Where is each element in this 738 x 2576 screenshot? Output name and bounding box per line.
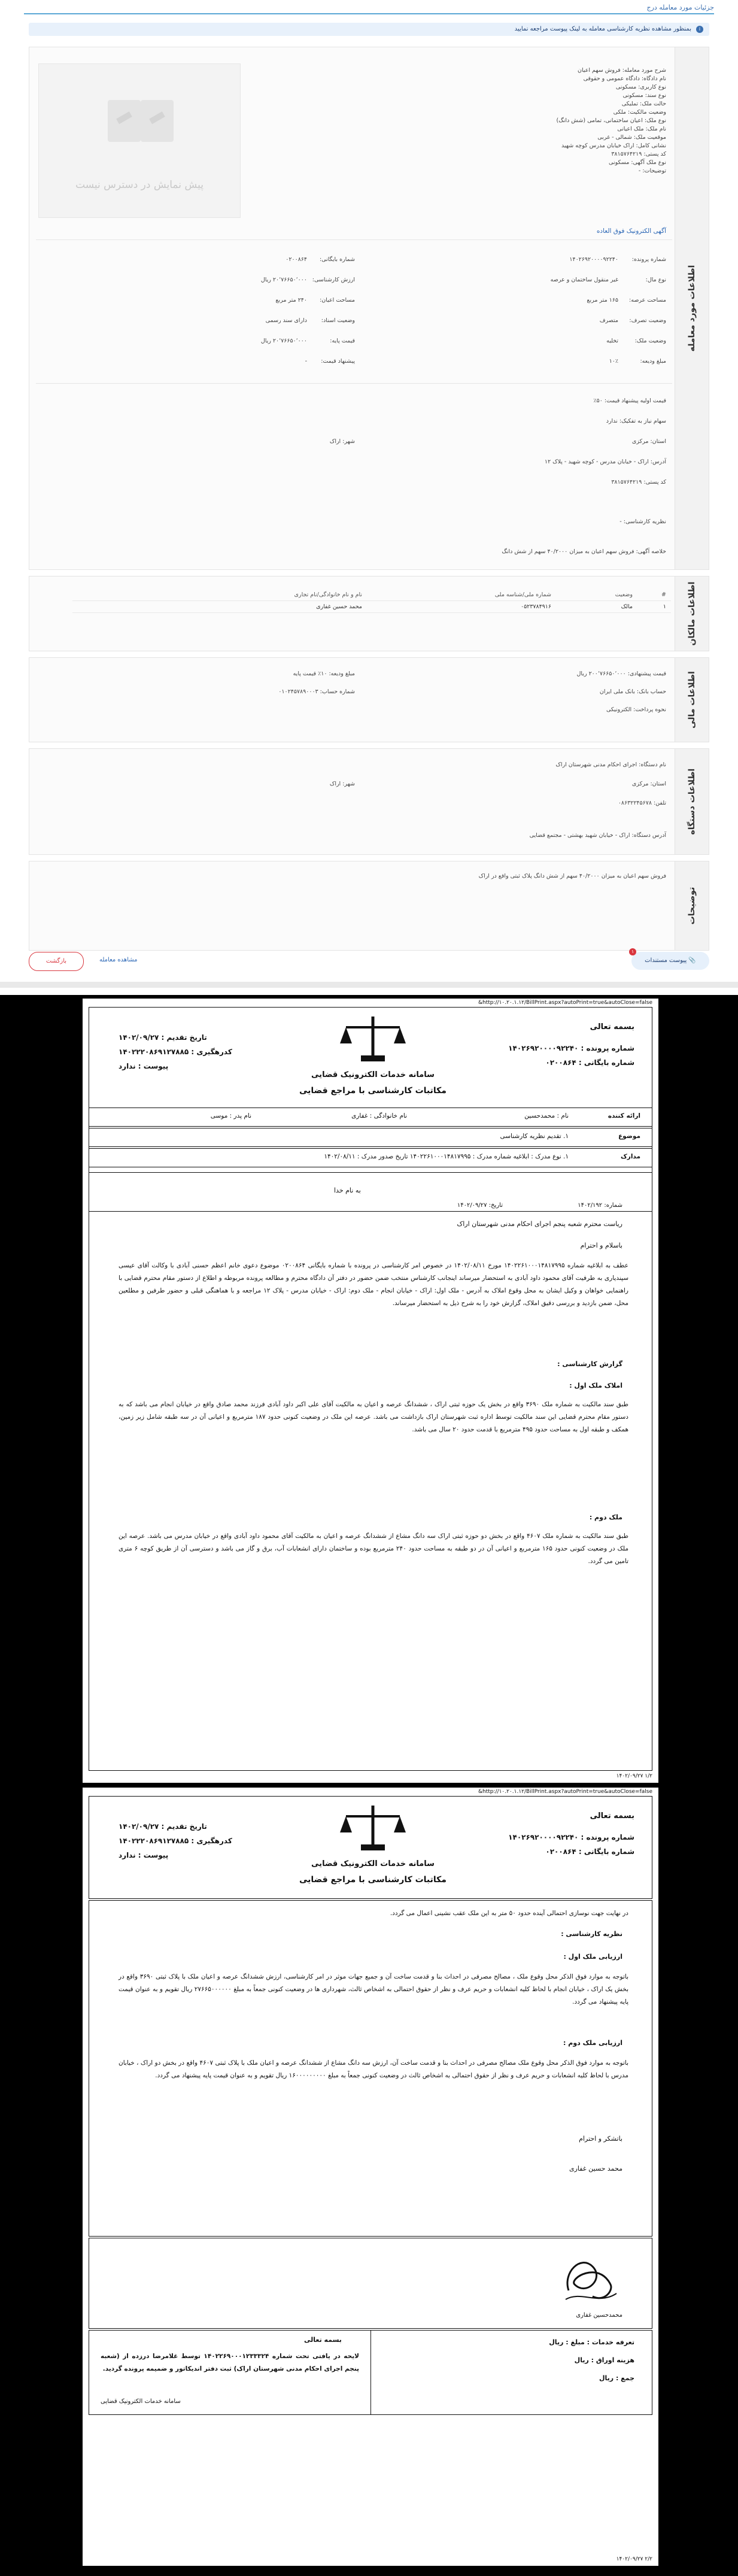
owners-col: # <box>637 589 671 601</box>
deal-field: شرح مورد معامله: فروش سهم اعیان <box>577 67 666 74</box>
finance-side-label: اطلاعات مالی <box>675 658 709 742</box>
device-field: استان: مرکزی <box>631 781 666 787</box>
grid-label: وضعیت ملک: <box>634 338 666 344</box>
handwritten-signature <box>557 2249 622 2308</box>
submit-date: تاریخ تقدیم : ۱۴۰۲/۰۹/۲۷ <box>119 1822 207 1831</box>
presenter-father: نام پدر : موسی <box>210 1112 251 1119</box>
description-text: فروش سهم اعیان به میزان ۴۰/۲۰۰۰ سهم از شش دانگ پلاک ثبتی واقع در اراک <box>478 873 666 879</box>
finance-field: شماره حساب: ۰۱۰۲۴۵۷۸۹۰۰۰۳ <box>278 688 355 695</box>
extra-field: استان: مرکزی <box>631 438 666 445</box>
device-field: نام دستگاه: اجرای احکام مدنی شهرستان اراک <box>555 761 666 768</box>
grid-label: مساحت عرصه: <box>629 297 666 304</box>
grid-label: شماره بایگانی: <box>319 256 355 263</box>
valuation1-title: ارزیابی ملک اول : <box>563 1953 622 1961</box>
owner-cell: ۱ <box>637 601 671 613</box>
extra-field: شهر: اراک <box>329 438 355 445</box>
deal-field: نام دادگاه: دادگاه عمومی و حقوقی <box>583 75 666 82</box>
presenter-name: نام : محمدحسین <box>524 1112 569 1119</box>
doc-bismillah: بسمه تعالی <box>590 1812 634 1821</box>
grid-value: ۰۲۰۰۸۶۴ <box>286 256 307 263</box>
property1-title: املاک ملک اول : <box>569 1382 622 1389</box>
subject-label: موضوع <box>618 1133 640 1140</box>
grid-value: - <box>305 358 307 365</box>
doc-bismillah: بسمه تعالی <box>590 1022 634 1031</box>
grid-value: دارای سند رسمی <box>265 317 307 324</box>
document-page-1 <box>83 999 658 1783</box>
property2-title: ملک دوم : <box>589 1513 622 1521</box>
finance-field: حساب بانک: بانک ملی ایران <box>599 688 666 695</box>
deal-field: موقعیت ملک: شمالی - غربی <box>597 134 666 141</box>
deal-field: وضعیت مالکیت: ملکی <box>613 109 666 116</box>
extra-field: نظریه کارشناسی: - <box>619 518 666 525</box>
deal-field: نام ملک: ملک اعیانی <box>617 126 666 132</box>
opinion-title: نظریه کارشناسی : <box>561 1930 622 1938</box>
attachments-label: پیوست مستندات <box>645 957 687 964</box>
documents-label: مدارک <box>621 1153 640 1160</box>
device-field: آدرس دستگاه: اراک - خیابان شهید بهشتی - مجتمع قضایی <box>529 832 666 839</box>
description-side-label: توضیحات <box>675 861 709 950</box>
letter-date: تاریخ: ۱۴۰۲/۰۹/۲۷ <box>457 1202 503 1209</box>
electronic-ad-link[interactable]: آگهی الکترونیک فوق العاده <box>596 227 666 235</box>
print-url: http://۱۰.۲۰.۱.۱۲/BillPrint.aspx?autoPrint=true&autoClose=false& <box>478 1000 652 1006</box>
valuation2-text: باتوجه به موارد فوق الذکر محل وقوع ملک مصالح مصرفی در احداث بنا و قدمت ساخت آن، ارزش سه دانگ مشاع از ششدانگ عرصه و اعیان ملک با پلاک ثبتی ۴۶۰۷ واقع در بخش دو اراک ، خیابان مدرس با لحاظ کلیه انشعابات و حریم عرف و نظر از حقوق احتمالی به اشخاص ثالث در وضعیت کنونی جمعاً به مبلغ ۱۶۰۰۰۰۰۰۰۰۰ ریال تقویم و به عنوان قیمت پایه پیشنهاد می گردد. <box>119 2059 628 2079</box>
grid-label: نوع مال: <box>645 277 666 283</box>
divider <box>36 383 672 384</box>
document-page-2 <box>83 1788 658 2566</box>
grid-label: قیمت پایه: <box>330 338 355 344</box>
letter-greeting: به نام خدا <box>334 1187 361 1194</box>
letter-continuation: در نهایت جهت نوسازی احتمالی آینده حدود ۵۰ متر به این ملک عقب نشینی اعمال می گردد. <box>390 1910 628 1917</box>
owners-col: نام و نام خانوادگی/نام تجاری <box>72 589 367 601</box>
grid-value: تخلیه <box>606 338 618 344</box>
grid-value: ۱۴۰۲۶۹۲۰۰۰۰۹۲۲۴۰ <box>569 256 618 263</box>
extra-field: آدرس: اراک - خیابان مدرس - کوچه شهید - پلاک ۱۲ <box>544 459 666 465</box>
grid-value: ۱۰٪ <box>609 358 618 365</box>
notice-text: بمنظور مشاهده نظریه کارشناسی معامله به لینک پیوست مراجعه نمایید <box>514 26 691 32</box>
page-title: جزئیات مورد معامله درج <box>646 4 714 11</box>
subject-value: ۱. تقدیم نظریه کارشناسی <box>500 1133 569 1140</box>
extra-field: سهام نیاز به تفکیک: ندارد <box>606 418 666 424</box>
deal-field: نوع ملک: اعیان ساختمانی، تمامی (شش دانگ) <box>556 117 666 124</box>
extra-field: قیمت اولیه پیشنهاد قیمت: ۵۰٪ <box>593 398 666 404</box>
extra-field: کد پستی: ۳۸۱۵۷۶۴۲۱۹ <box>611 479 666 486</box>
owner-cell: ۰۵۲۳۷۸۴۹۱۶ <box>367 601 556 613</box>
signature-name: محمدحسین غفاری <box>576 2312 622 2319</box>
org-name: سامانه خدمات الکترونیک قضایی <box>311 1859 435 1868</box>
extra-field: خلاصه آگهی: فروش سهم اعیان به میزان ۴۰/۲۰۰۰ سهم از شش دانگ <box>502 548 666 555</box>
no-image-text: پیش نمایش در دسترس نیست <box>75 179 204 191</box>
receipt-text: لایحه در یافتی تحت شماره ۱۴۰۲۲۶۹۰۰۰۱۲۳۳۳۲۴ توسط غلامرضا درزده از (شعبه پنجم اجرای احکام مدنی شهرستان اراک) ثبت دفتر اندیکاتور و ضمیمه پرونده گردید. <box>101 2353 359 2372</box>
finance-field: نحوه پرداخت: الکترونیکی <box>606 706 666 713</box>
org-name: سامانه خدمات الکترونیک قضایی <box>311 1070 435 1079</box>
grid-label: مساحت اعیان: <box>320 297 355 304</box>
letter-salutation: باسلام و احترام <box>580 1242 622 1249</box>
table-row <box>72 601 671 613</box>
property2-text: طبق سند مالکیت به شماره ملک ۴۶۰۷ واقع در بخش دو حوزه ثبتی اراک سه دانگ مشاع از ششدانگ عرصه و اعیان به مالکیت آقای محمود داود آبادی واقع در خیابان مدرس می باشد. عرصه این ملک در وضعیت کنونی حدود ۱۶۵ مترمربع و اعیانی آن در دو طبقه به مساحت حدود ۲۴۰ مترمربع بوده و ساختمان دارای انشعابات آب، برق و گاز می باشد و دسترسی آن از طریق کوچه ۶ متری تامین می گردد. <box>119 1533 629 1565</box>
divider <box>36 239 672 240</box>
letter-recipient: ریاست محترم شعبه پنجم اجرای احکام مدنی شهرستان اراک <box>457 1220 622 1228</box>
attachment-status: پیوست : ندارد <box>119 1851 169 1859</box>
grid-label: ارزش کارشناسی: <box>312 277 355 283</box>
attachments-badge: ۱ <box>629 948 636 955</box>
fee-title: تعرفه خدمات : مبلغ : ریال <box>549 2338 634 2346</box>
owners-side-label: اطلاعات مالکان <box>675 577 709 651</box>
submit-date: تاریخ تقدیم : ۱۴۰۲/۰۹/۲۷ <box>119 1033 207 1042</box>
deal-field: توضیحات: - <box>638 168 666 174</box>
attachments-button[interactable]: پیوست مستندات 📎 <box>631 952 709 970</box>
scales-of-justice-icon <box>334 1800 412 1853</box>
no-image-placeholder <box>38 63 241 218</box>
finance-field: قیمت پیشنهادی: ۲۰۰٬۷۶۶۵۰٬۰۰۰ ریال <box>576 670 666 677</box>
owners-col: شماره ملی/شناسه ملی <box>367 589 556 601</box>
receipt-org: سامانه خدمات الکترونیک قضایی <box>101 2398 181 2405</box>
deal-field: نشانی کامل: اراک خیابان مدرس کوچه شهید <box>561 142 666 149</box>
case-number: شماره پرونده : ۱۴۰۲۶۹۲۰۰۰۰۹۲۲۴۰ <box>508 1833 634 1841</box>
grid-value: ۲۴۰ متر مربع <box>275 297 307 304</box>
info-icon: i <box>696 26 703 33</box>
scales-of-justice-icon <box>334 1011 412 1064</box>
owner-cell: مالک <box>556 601 637 613</box>
horizontal-scrollbar[interactable] <box>0 982 738 988</box>
fee-total: جمع : ریال <box>599 2374 634 2382</box>
archive-number: شماره بایگانی : ۰۲۰۰۸۶۴ <box>545 1058 634 1067</box>
deal-field: کد پستی: ۳۸۱۵۷۶۴۲۱۹ <box>611 151 666 157</box>
owner-cell: محمد حسین غفاری <box>72 601 367 613</box>
letter-signer: محمد حسین غفاری <box>569 2165 622 2173</box>
org-subtitle: مکاتبات کارشناسی با مراجع قضایی <box>299 1875 447 1885</box>
print-url: http://۱۰.۲۰.۱.۱۲/BillPrint.aspx?autoPrint=true&autoClose=false& <box>478 1789 652 1795</box>
archive-number: شماره بایگانی : ۰۲۰۰۸۶۴ <box>545 1847 634 1856</box>
attachment-status: پیوست : ندارد <box>119 1062 169 1070</box>
deal-field: حالت ملک: تملیکی <box>621 101 666 107</box>
fee-papers: هزینه اوراق : ریال <box>574 2356 634 2364</box>
letter-number: شماره: ۱۴۰۲/۱۹۲ <box>578 1202 622 1209</box>
presenter-label: ارائه کننده <box>608 1112 640 1119</box>
deal-field: نوع ملک آگهی: مسکونی <box>609 159 666 166</box>
deal-field: نوع کاربری: مسکونی <box>615 84 666 90</box>
device-field: تلفن: ۰۸۶۳۲۲۴۵۶۷۸ <box>618 800 666 806</box>
receipt-bismillah: بسمه تعالی <box>304 2336 342 2344</box>
page1-footer: ۱/۲ ۱۴۰۲/۰۹/۲۷ <box>616 1773 652 1779</box>
grid-label: شماره پرونده: <box>631 256 666 263</box>
owners-table <box>72 589 671 613</box>
report-title: گزارش کارشناسی : <box>557 1360 622 1368</box>
grid-value: متصرف <box>599 317 618 324</box>
page2-footer: ۲/۲ ۱۴۰۲/۰۹/۲۷ <box>616 2556 652 2562</box>
device-field: شهر: اراک <box>329 781 355 787</box>
back-button[interactable]: بازگشت <box>29 952 84 971</box>
grid-label: وضعیت تصرف: <box>629 317 666 324</box>
presenter-family: نام خانوادگی : غفاری <box>351 1112 407 1119</box>
device-side-label: اطلاعات دستگاه <box>675 749 709 854</box>
valuation2-title: ارزیابی ملک دوم : <box>563 2039 622 2047</box>
letter-body: عطف به ابلاغیه شماره ۱۴۰۲۲۶۱۰۰۰۱۴۸۱۷۹۹۵ مورخ ۱۴۰۲/۰۸/۱۱ در خصوص امر کارشناسی در پرونده با شماره بایگانی ۰۲۰۰۸۶۴ موضوع دعوی خانم اعظم حسنی آبادی با وکالت آقای عیسی سپندیاری به طرفیت آقای محمود داود آبادی به استحضار میرساند اینجانب کارشناس منتخب ضمن حضور در دفتر آن دادگاه محترم و مطالعه پرونده مربوطه و اطلاع از دستور مقام محترم قضایی با راهنمایی خواهان و وکیل ایشان به محل وقوع املاک به آدرس - ملک اول: اراک - خیابان انجام - ملک دوم: اراک - خیابان مدرس - پلاک ۱۲ مراجعه و با هماهنگی قبلی و حضور طرفین و مطلعین محل، ضمن بازدید و بررسی دقیق املاک، گزارش خود را به شرح ذیل به استحضار میرساند. <box>119 1262 629 1307</box>
scanned-document <box>0 995 738 2576</box>
property1-text: طبق سند مالکیت به شماره ملک ۳۶۹۰ واقع در بخش یک حوزه ثبتی اراک ، ششدانگ عرصه و اعیان به مالکیت آقای علی اکبر داود آبادی فرزند محمد صادق واقع در خیابان انجام می باشد که به دستور مقام محترم قضایی این سند مالکیت توسط اداره ثبت شهرستان اراک بازداشت می باشد. عرصه این ملک در وضعیت کنونی حدود ۱۸۷ مترمربع و اعیانی آن در سه طبقه شامل زیر زمین، همکف و طبقه اول به مساحت حدود ۴۹۵ مترمربع با قدمت حدود ۲۰ سال می باشد. <box>119 1401 628 1433</box>
grid-value: ۲۰٬۷۶۶۵۰٬۰۰۰ ریال <box>260 277 307 283</box>
grid-value: ۲۰٬۷۶۶۵۰٬۰۰۰ ریال <box>260 338 307 344</box>
letter-closing: باتشکر و احترام <box>579 2135 622 2143</box>
org-subtitle: مکاتبات کارشناسی با مراجع قضایی <box>299 1086 447 1096</box>
notice-bar <box>29 23 709 36</box>
tracking-code: کدرهگیری : ۱۴۰۲۲۲۰۸۶۹۱۲۷۸۸۵ <box>119 1837 232 1845</box>
view-deal-link[interactable]: مشاهده معامله <box>99 957 138 963</box>
grid-label: پیشنهاد قیمت: <box>321 358 355 365</box>
valuation1-text: باتوجه به موارد فوق الذکر محل وقوع ملک ، مصالح مصرفی در احداث بنا و قدمت ساخت آن و جمیع جهات موثر در امر کارشناسی، ارزش ششدانگ عرصه و اعیان ملک با پلاک ثبتی ۳۶۹۰ واقع در بخش یک اراک ، خیابان انجام با لحاظ کلیه انشعابات و حریم عرف و نظر از حقوق احتمالی به اشخاص ثالث، شهرداری ها در وضعیت کنونی جمعاً به مبلغ ۲۷۶۶۵۰۰۰۰۰۰ ریال تقویم و به عنوان قیمت پایه پیشنهاد می گردد. <box>119 1973 628 2005</box>
case-number: شماره پرونده : ۱۴۰۲۶۹۲۰۰۰۰۹۲۲۴۰ <box>508 1044 634 1052</box>
grid-value: ۱۶۵ متر مربع <box>587 297 618 304</box>
documents-value: ۱. نوع مدرک : ابلاغیه شماره مدرک : ۱۴۰۲۲۶۱۰۰۰۱۴۸۱۷۹۹۵ تاریخ صدور مدرک : ۱۴۰۲/۰۸/۱۱ <box>324 1153 569 1160</box>
title-divider <box>24 13 714 14</box>
finance-field: مبلغ ودیعه: ۱۰٪ قیمت پایه <box>293 670 355 677</box>
owners-col: وضعیت <box>556 589 637 601</box>
deal-field: نوع سند: مسکونی <box>622 92 666 99</box>
owners-section <box>29 576 709 651</box>
grid-value: غیر منقول ساختمان و عرصه <box>550 277 618 283</box>
grid-label: مبلغ ودیعه: <box>640 358 666 365</box>
gavel-icon <box>39 64 240 184</box>
tracking-code: کدرهگیری : ۱۴۰۲۲۲۰۸۶۹۱۲۷۸۸۵ <box>119 1048 232 1056</box>
grid-label: وضعیت اسناد: <box>321 317 355 324</box>
deal-side-label: اطلاعات مورد معامله <box>675 47 709 569</box>
